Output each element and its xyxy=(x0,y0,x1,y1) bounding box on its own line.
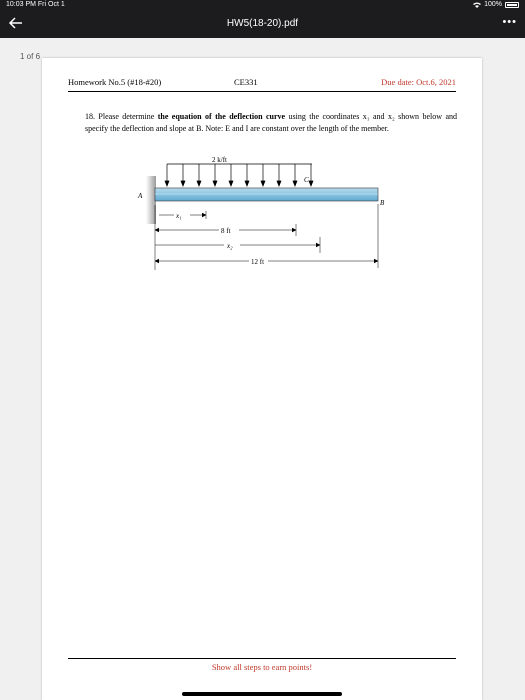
footer-note: Show all steps to earn points! xyxy=(68,658,456,672)
more-options-icon[interactable]: ••• xyxy=(502,16,517,28)
status-right xyxy=(473,1,519,8)
x2-label: x₂ xyxy=(227,242,233,250)
load-label: 2 k/ft xyxy=(212,156,227,164)
distributed-load xyxy=(165,164,313,186)
label-a: A xyxy=(138,192,143,200)
document-title: HW5(18-20).pdf xyxy=(226,18,299,29)
home-indicator[interactable] xyxy=(182,692,342,696)
label-b: B xyxy=(380,199,385,207)
wifi-icon xyxy=(473,2,481,8)
load-arrowhead xyxy=(277,181,281,186)
load-arrowhead xyxy=(261,181,265,186)
battery-icon xyxy=(505,2,519,8)
due-date: Due date: Oct.6, 2021 xyxy=(381,77,456,87)
dim-8ft: 8 ft xyxy=(221,227,231,235)
beam-figure xyxy=(42,58,482,298)
status-bar xyxy=(0,0,525,10)
battery-percent: 100% xyxy=(484,1,502,8)
x1-label: x₁ xyxy=(176,212,182,220)
load-arrowhead xyxy=(181,181,185,186)
page-indicator: 1 of 6 xyxy=(20,52,41,61)
dim-12ft: 12 ft xyxy=(251,258,265,266)
status-time: 10:03 PM Fri Oct 1 xyxy=(6,1,65,8)
problem-bold: the equation of the deflection curve xyxy=(157,112,286,121)
load-arrowhead xyxy=(293,181,297,186)
load-arrowhead xyxy=(229,181,233,186)
load-arrowhead xyxy=(165,181,169,186)
problem-rest: using the coordinates x₁ and x₂ shown below and specify the deflection and slope at B. Note: E and I are constant over the length of the member. xyxy=(85,112,458,133)
nav-bar xyxy=(0,10,525,38)
problem-number: 18. xyxy=(85,112,95,121)
label-c: C xyxy=(304,176,309,184)
problem-intro: Please determine xyxy=(95,112,158,121)
course-code: CE331 xyxy=(234,77,258,87)
load-arrowhead xyxy=(213,181,217,186)
homework-title: Homework No.5 (#18-#20) xyxy=(68,77,162,87)
load-arrowhead xyxy=(309,181,313,186)
beam xyxy=(155,188,378,201)
fixed-support xyxy=(146,176,156,224)
load-arrowhead xyxy=(245,181,249,186)
load-arrowhead xyxy=(197,181,201,186)
pdf-page xyxy=(42,58,482,700)
